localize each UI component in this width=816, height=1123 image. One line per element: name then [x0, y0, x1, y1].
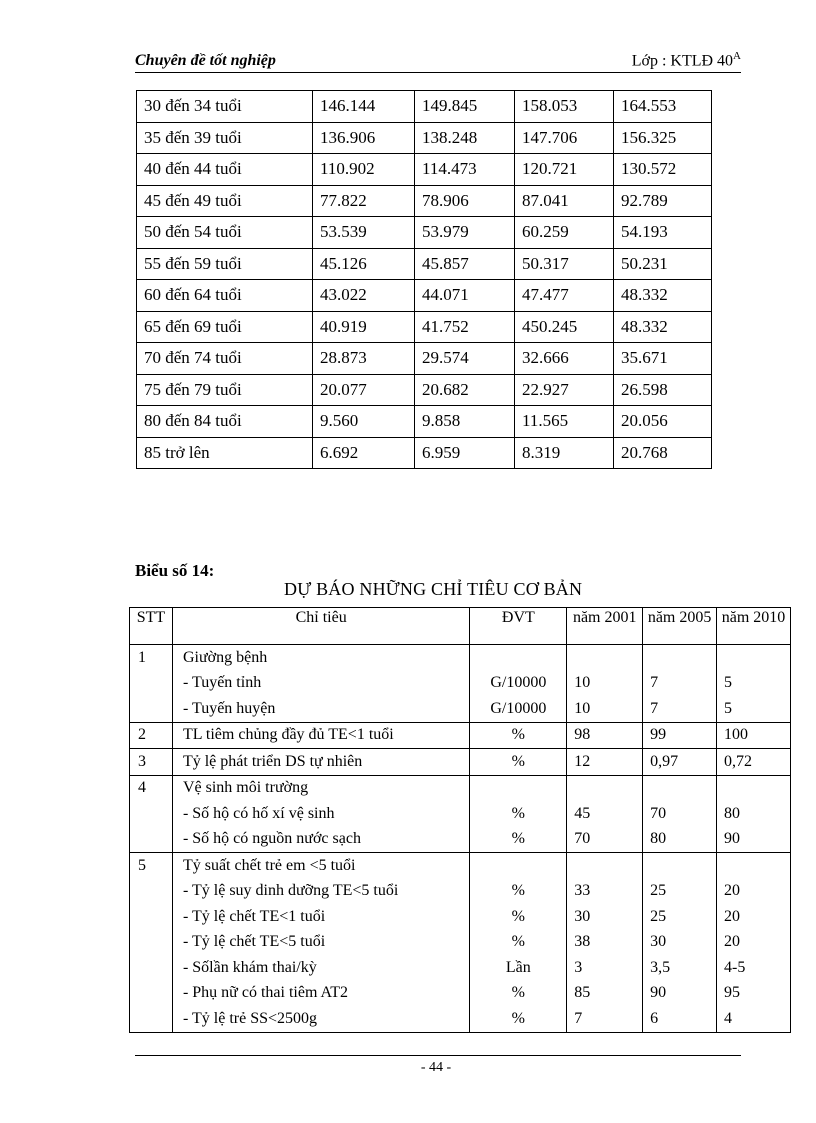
value-cell: 45.857 — [415, 248, 515, 280]
indicator-cell: - Phụ nữ có thai tiêm AT2 — [172, 981, 469, 1007]
table-row — [130, 827, 791, 853]
value-cell: 77.822 — [313, 185, 415, 217]
value-2001-cell: 10 — [567, 696, 643, 722]
header-row — [130, 608, 791, 645]
stt-cell — [130, 1006, 173, 1032]
age-group-cell: 40 đến 44 tuổi — [137, 154, 313, 186]
value-cell: 41.752 — [415, 311, 515, 343]
table-row — [130, 853, 791, 879]
indicator-cell: Tỷ lệ phát triển DS tự nhiên — [172, 749, 469, 776]
unit-cell: G/10000 — [470, 696, 567, 722]
value-2010-cell — [717, 775, 791, 801]
value-cell: 146.144 — [313, 91, 415, 123]
value-cell: 53.539 — [313, 217, 415, 249]
value-2005-cell — [643, 853, 717, 879]
table-row — [137, 122, 712, 154]
value-cell: 54.193 — [614, 217, 712, 249]
value-2005-cell: 70 — [643, 801, 717, 827]
table-row — [130, 930, 791, 956]
value-2005-cell: 30 — [643, 930, 717, 956]
col-2005: năm 2005 — [643, 608, 717, 645]
stt-cell — [130, 930, 173, 956]
value-cell: 164.553 — [614, 91, 712, 123]
age-group-cell: 75 đến 79 tuổi — [137, 374, 313, 406]
table-row — [137, 374, 712, 406]
table-row — [130, 904, 791, 930]
value-cell: 78.906 — [415, 185, 515, 217]
indicator-cell: - Tuyến huyện — [172, 696, 469, 722]
value-2005-cell — [643, 645, 717, 671]
stt-cell: 5 — [130, 853, 173, 879]
value-cell: 11.565 — [515, 406, 614, 438]
value-cell: 43.022 — [313, 280, 415, 312]
table-row — [137, 406, 712, 438]
unit-cell: % — [470, 879, 567, 905]
value-2001-cell: 7 — [567, 1006, 643, 1032]
stt-cell: 4 — [130, 775, 173, 801]
value-cell: 6.959 — [415, 437, 515, 469]
table-row — [137, 91, 712, 123]
table-title: DỰ BÁO NHỮNG CHỈ TIÊU CƠ BẢN — [284, 579, 583, 599]
stt-cell: 3 — [130, 749, 173, 776]
table-row — [137, 311, 712, 343]
value-cell: 156.325 — [614, 122, 712, 154]
value-2010-cell: 4 — [717, 1006, 791, 1032]
value-2001-cell: 85 — [567, 981, 643, 1007]
value-2001-cell: 30 — [567, 904, 643, 930]
value-2010-cell — [717, 645, 791, 671]
value-2010-cell: 100 — [717, 722, 791, 749]
table-row — [130, 981, 791, 1007]
age-group-cell: 30 đến 34 tuổi — [137, 91, 313, 123]
value-cell: 147.706 — [515, 122, 614, 154]
value-2005-cell: 7 — [643, 696, 717, 722]
value-cell: 40.919 — [313, 311, 415, 343]
stt-cell — [130, 801, 173, 827]
unit-cell: % — [470, 981, 567, 1007]
table-row — [137, 280, 712, 312]
indicator-cell: - Số hộ có hố xí vệ sinh — [172, 801, 469, 827]
table-row — [137, 343, 712, 375]
col-unit: ĐVT — [470, 608, 567, 645]
age-group-table — [136, 90, 712, 469]
value-2010-cell: 20 — [717, 930, 791, 956]
unit-cell: % — [470, 749, 567, 776]
value-2001-cell: 45 — [567, 801, 643, 827]
value-2005-cell: 25 — [643, 879, 717, 905]
col-2001: năm 2001 — [567, 608, 643, 645]
table-label: Biểu số 14: — [135, 561, 215, 580]
age-group-cell: 60 đến 64 tuổi — [137, 280, 313, 312]
table-row — [130, 749, 791, 776]
value-cell: 50.317 — [515, 248, 614, 280]
indicator-cell: - Tỷ lệ trẻ SS<2500g — [172, 1006, 469, 1032]
value-2005-cell: 90 — [643, 981, 717, 1007]
value-2001-cell — [567, 775, 643, 801]
unit-cell: % — [470, 904, 567, 930]
value-cell: 28.873 — [313, 343, 415, 375]
footer-rule — [135, 1055, 741, 1056]
age-group-cell: 70 đến 74 tuổi — [137, 343, 313, 375]
stt-cell — [130, 671, 173, 697]
value-cell: 20.768 — [614, 437, 712, 469]
value-2005-cell: 25 — [643, 904, 717, 930]
value-cell: 44.071 — [415, 280, 515, 312]
value-cell: 114.473 — [415, 154, 515, 186]
unit-cell: G/10000 — [470, 671, 567, 697]
value-2010-cell: 20 — [717, 879, 791, 905]
value-2010-cell: 0,72 — [717, 749, 791, 776]
value-cell: 47.477 — [515, 280, 614, 312]
indicator-cell: - Sốlần khám thai/kỳ — [172, 955, 469, 981]
value-2001-cell — [567, 853, 643, 879]
document-title: Chuyên đề tốt nghiệp — [135, 52, 276, 69]
value-2001-cell: 12 — [567, 749, 643, 776]
table-row — [130, 775, 791, 801]
table-row — [137, 437, 712, 469]
age-group-cell: 55 đến 59 tuổi — [137, 248, 313, 280]
unit-cell: % — [470, 801, 567, 827]
value-2005-cell: 7 — [643, 671, 717, 697]
value-2010-cell: 5 — [717, 671, 791, 697]
value-2005-cell: 3,5 — [643, 955, 717, 981]
value-2010-cell: 5 — [717, 696, 791, 722]
value-cell: 136.906 — [313, 122, 415, 154]
indicator-cell: - Tỷ lệ chết TE<5 tuổi — [172, 930, 469, 956]
table-row — [137, 154, 712, 186]
age-group-cell: 65 đến 69 tuổi — [137, 311, 313, 343]
value-cell: 22.927 — [515, 374, 614, 406]
indicator-cell: - Tuyến tỉnh — [172, 671, 469, 697]
age-group-cell: 50 đến 54 tuổi — [137, 217, 313, 249]
value-cell: 130.572 — [614, 154, 712, 186]
unit-cell — [470, 853, 567, 879]
table-row — [130, 645, 791, 671]
value-2010-cell: 80 — [717, 801, 791, 827]
stt-cell: 1 — [130, 645, 173, 671]
value-cell: 32.666 — [515, 343, 614, 375]
value-cell: 60.259 — [515, 217, 614, 249]
indicator-cell: - Tỷ lệ suy dinh dưỡng TE<5 tuổi — [172, 879, 469, 905]
value-cell: 158.053 — [515, 91, 614, 123]
stt-cell — [130, 879, 173, 905]
indicator-cell: - Tỷ lệ chết TE<1 tuổi — [172, 904, 469, 930]
value-cell: 138.248 — [415, 122, 515, 154]
value-cell: 9.858 — [415, 406, 515, 438]
stt-cell — [130, 981, 173, 1007]
value-cell: 48.332 — [614, 280, 712, 312]
value-2005-cell: 6 — [643, 1006, 717, 1032]
value-2010-cell: 20 — [717, 904, 791, 930]
age-group-cell: 45 đến 49 tuổi — [137, 185, 313, 217]
value-cell: 35.671 — [614, 343, 712, 375]
table-row — [130, 955, 791, 981]
unit-cell: % — [470, 1006, 567, 1032]
stt-cell — [130, 696, 173, 722]
stt-cell — [130, 827, 173, 853]
value-cell: 45.126 — [313, 248, 415, 280]
value-2010-cell: 4-5 — [717, 955, 791, 981]
value-2005-cell: 99 — [643, 722, 717, 749]
indicator-cell: - Số hộ có nguồn nước sạch — [172, 827, 469, 853]
value-2001-cell: 3 — [567, 955, 643, 981]
col-2010: năm 2010 — [717, 608, 791, 645]
page-number: - 44 - — [420, 1060, 452, 1075]
value-cell: 110.902 — [313, 154, 415, 186]
value-2010-cell — [717, 853, 791, 879]
value-cell: 6.692 — [313, 437, 415, 469]
value-2010-cell: 90 — [717, 827, 791, 853]
table-row — [130, 879, 791, 905]
page-header — [135, 49, 741, 73]
value-cell: 26.598 — [614, 374, 712, 406]
value-cell: 50.231 — [614, 248, 712, 280]
value-cell: 20.056 — [614, 406, 712, 438]
indicator-cell: Tỷ suất chết trẻ em <5 tuổi — [172, 853, 469, 879]
value-cell: 48.332 — [614, 311, 712, 343]
table-row — [130, 696, 791, 722]
stt-cell: 2 — [130, 722, 173, 749]
indicator-cell: Giường bệnh — [172, 645, 469, 671]
indicator-cell: TL tiêm chủng đầy đủ TE<1 tuổi — [172, 722, 469, 749]
indicators-table — [129, 607, 791, 1033]
age-group-cell: 85 trở lên — [137, 437, 313, 469]
value-2005-cell: 80 — [643, 827, 717, 853]
table-row — [137, 248, 712, 280]
indicator-cell: Vệ sinh môi trường — [172, 775, 469, 801]
stt-cell — [130, 955, 173, 981]
value-cell: 53.979 — [415, 217, 515, 249]
value-2001-cell: 70 — [567, 827, 643, 853]
table-row — [130, 1006, 791, 1032]
value-cell: 9.560 — [313, 406, 415, 438]
unit-cell: % — [470, 827, 567, 853]
unit-cell: % — [470, 930, 567, 956]
unit-cell: Lần — [470, 955, 567, 981]
value-cell: 92.789 — [614, 185, 712, 217]
value-cell: 8.319 — [515, 437, 614, 469]
table-row — [130, 722, 791, 749]
value-2005-cell — [643, 775, 717, 801]
table-row — [130, 801, 791, 827]
value-cell: 29.574 — [415, 343, 515, 375]
value-cell: 120.721 — [515, 154, 614, 186]
col-indicator: Chỉ tiêu — [172, 608, 469, 645]
value-2001-cell: 38 — [567, 930, 643, 956]
unit-cell: % — [470, 722, 567, 749]
value-cell: 20.682 — [415, 374, 515, 406]
value-cell: 149.845 — [415, 91, 515, 123]
value-2001-cell — [567, 645, 643, 671]
unit-cell — [470, 775, 567, 801]
table-row — [130, 671, 791, 697]
age-group-cell: 35 đến 39 tuổi — [137, 122, 313, 154]
age-group-cell: 80 đến 84 tuổi — [137, 406, 313, 438]
value-cell: 20.077 — [313, 374, 415, 406]
value-2001-cell: 98 — [567, 722, 643, 749]
value-2001-cell: 33 — [567, 879, 643, 905]
value-2001-cell: 10 — [567, 671, 643, 697]
stt-cell — [130, 904, 173, 930]
table-row — [137, 217, 712, 249]
value-2005-cell: 0,97 — [643, 749, 717, 776]
value-cell: 87.041 — [515, 185, 614, 217]
class-label: Lớp : KTLĐ $40^A$ — [631, 49, 741, 69]
value-2010-cell: 95 — [717, 981, 791, 1007]
table-row — [137, 185, 712, 217]
col-stt: STT — [130, 608, 173, 645]
value-cell: 450.245 — [515, 311, 614, 343]
unit-cell — [470, 645, 567, 671]
